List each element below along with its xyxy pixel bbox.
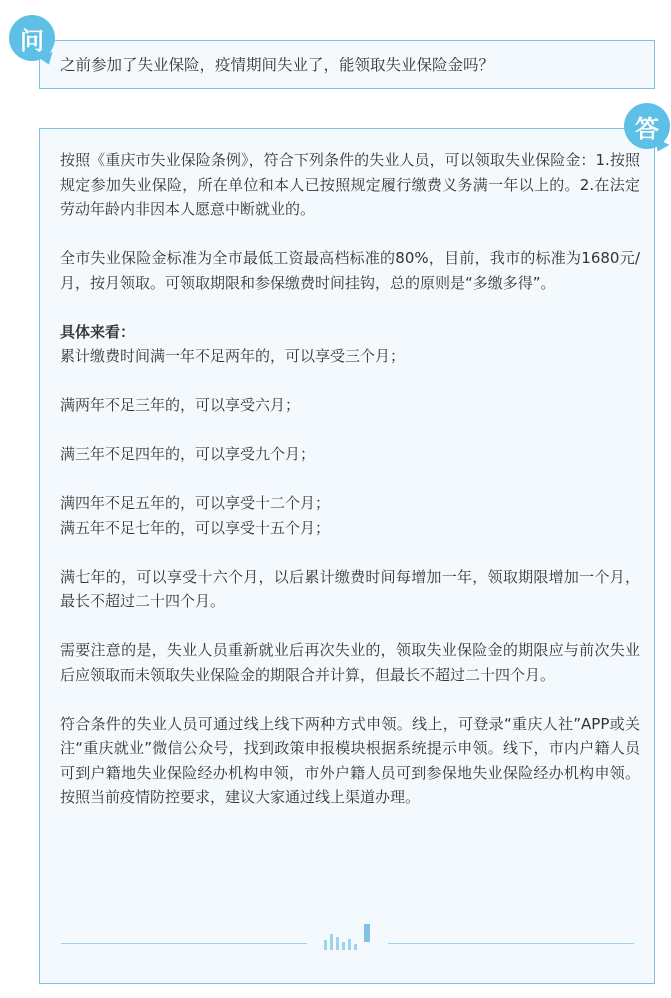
answer-paragraph-apply: 符合条件的失业人员可通过线上线下两种方式申领。线上，可登录“重庆人社”APP或关注“重庆就业”微信公众号，找到政策申报模块根据系统提示申领。线下，市内户籍人员可到户籍地失业保险经办机构申领，市外户籍人员可到参保地失业保险经办机构申领。按照当前疫情防控要求，建议大家通过线上渠道办理。 <box>60 714 640 806</box>
answer-paragraph-seven-years: 满七年的，可以享受十六个月，以后累计缴费时间每增加一年，领取期限增加一个月，最长不超过二十四个月。 <box>60 567 640 610</box>
answer-line-4-5-years: 满四年不足五年的，可以享受十二个月； <box>60 494 331 512</box>
answer-line-2-3-years: 满两年不足三年的，可以享受六月； <box>60 396 301 414</box>
question-badge-label: 问 <box>20 26 44 55</box>
answer-paragraph-notice: 需要注意的是，失业人员重新就业后再次失业的，领取失业保险金的期限应与前次失业后应领取而未领取失业保险金的期限合并计算，但最长不超过二十四个月。 <box>60 641 640 684</box>
answer-subheading: 具体来看： <box>60 322 136 341</box>
answer-badge <box>624 103 670 149</box>
answer-badge-label: 答 <box>635 114 659 143</box>
answer-paragraph-conditions: 按照《重庆市失业保险条例》，符合下列条件的失业人员，可以领取失业保险金：1.按照规定参加失业保险，所在单位和本人已按照规定履行缴费义务满一年以上的。2.在法定劳动年龄内非因本人愿意中断就业的。 <box>60 151 640 218</box>
answer-line-1-2-years: 累计缴费时间满一年不足两年的，可以享受三个月； <box>60 347 406 365</box>
bar-chart-ornament-icon <box>320 924 376 952</box>
footer-divider-right <box>388 943 634 944</box>
question-badge <box>9 15 55 61</box>
answer-paragraph-standard: 全市失业保险金标准为全市最低工资最高档标准的80%，目前，我市的标准为1680元/月，按月领取。可领取期限和参保缴费时间挂钩，总的原则是“多缴多得”。 <box>60 249 640 292</box>
question-box <box>39 40 655 89</box>
answer-content <box>60 148 640 834</box>
question-text: 之前参加了失业保险，疫情期间失业了，能领取失业保险金吗？ <box>60 56 495 74</box>
footer-divider-left <box>61 943 307 944</box>
answer-line-3-4-years: 满三年不足四年的，可以享受九个月； <box>60 445 316 463</box>
answer-line-5-7-years: 满五年不足七年的，可以享受十五个月； <box>60 518 331 537</box>
